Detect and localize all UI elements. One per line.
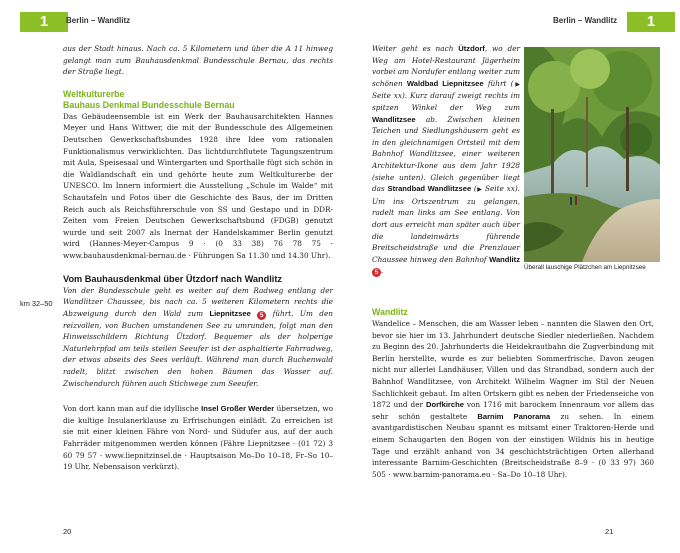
km-marker: km 32–50 bbox=[20, 299, 53, 308]
running-head-right: Berlin – Wandlitz bbox=[553, 16, 618, 25]
place-dorfkirche: Dorfkirche bbox=[425, 400, 464, 410]
heritage-title: Bauhaus Denkmal Bundesschule Bernau bbox=[63, 99, 235, 110]
wandlitz-paragraph: Wandelice – Menschen, die am Wasser leben – nannten die Slawen den Ort, bevor sie hier im 13. Jahrhundert deutsche Siedler niederließen. Nachdem zu Beginn des 20. Jahrhunderts die Heidekrautbahn die Zugverbindung mit Berlin herstellte, wurde es zur beliebten Sommerfrische. Davon zeugen nicht nur allerlei Landhäuser, Villen und das Strandbad, sondern auch der Bahnhof Wandlitzsee, von Architekt Wilhelm Wagner im Stil der Neuen Sachlichkeit gebaut. Im alten Ortskern gibt es neben der Friedenseiche von 1872 und der Dorfkirche von 1716 mit barockem Innenraum vor allem das sehr schön gestaltete Barnim Panorama zu sehen. In einem avantgardistischen Neubau spannt es mitsamt einer Traktoren-Herde und einem Schaugarten den Bogen von der einstigen Wildnis bis in heutige Tage und erzählt anhand von 34 geschichtsträchtigen Orten allerhand interessante Barnim-Geschichten (Breitscheidstraße 8–9 · (0 33 97) 360 505 · www.barnim-panorama.eu · Sa–Do 10–18 Uhr). bbox=[372, 319, 654, 479]
section-title: Vom Bauhausdenkmal über Ützdorf nach Wandlitz bbox=[63, 273, 282, 284]
left-page-column bbox=[63, 43, 333, 473]
heritage-paragraph: Das Gebäudeensemble ist ein Werk der Bauhausarchitekten Hannes Meyer und Hans Wittwer, die mit der Bundesschule des Allgemeinen Deutschen Gewerkschaftsbundes 1928 ihre Idee vom rationalen Funktionalismus verwirklichten. Das lichtdurchflutete Tagungszentrum mit Aula, Speisesaal und Wintergarten und Sporthalle fügt sich schön in die Waldlandschaft ein und gehörte heute zum Weltkulturerbe der UNESCO. Im Innern informiert die Ausstellung „Schule im Walde“ mit Schautafeln und Fotos über die Geschichte des Baus, der im Dritten Reich auch als Reichsführerschule von SS und Gestapo und in DDR-Zeiten vom Freien Deutschen Gewerkschaftsbund (FDGB) genutzt wurde und seit 2007 als Inernat der Handelskammer Berlin genutzt wird (Hannes-Meyer-Campus 9 · (0 33 38) 76 78 75 · www.bauhausdenkmal-bernau.de · Führungen Sa 11.30 und 14.30 Uhr). bbox=[63, 111, 333, 260]
chapter-number-box-right: 1 bbox=[627, 12, 675, 32]
page-number-right: 21 bbox=[605, 527, 614, 536]
route-paragraph: Von der Bundesschule geht es weiter auf dem Radweg entlang der Wandlitzer Chaussee, bis nach ca. 5 weiteren Kilometern rechts die Abzweigung durch den Wald zum Liepnitzsee 5 führt. Um den reizvollen, von Buchen umstandenen See zu umrunden, folgt man den Hinweisschildern Richtung Ützdorf. Bequemer als der holperige Naturlehrpfad am teils steilen Seeufer ist der asphaltierte Fahrradweg, der etwas abseits des Sees verläuft. Während man durch Buchenwald radelt, blitzt zwischen den hohen Bäumen das Wasser auf. Zwischendurch führen auch Stichwege zum Seeufer. bbox=[63, 285, 333, 388]
place-strandbad-wandlitzsee: Strandbad Wandlitzsee bbox=[387, 184, 472, 194]
place-insel-grosser-werder: Insel Großer Werder bbox=[201, 404, 275, 414]
arrow-right-icon: ▶ bbox=[476, 186, 483, 194]
place-liepnitzsee: Liepnitzsee bbox=[209, 308, 251, 318]
running-head-left: Berlin – Wandlitz bbox=[66, 16, 131, 25]
photo-caption: Überall lauschige Plätzchen am Liepnitzsee bbox=[524, 264, 646, 271]
page-number-left: 20 bbox=[63, 527, 72, 536]
place-barnim-panorama: Barnim Panorama bbox=[477, 411, 551, 421]
island-paragraph: Von dort kann man auf die idyllische Insel Großer Werder übersetzen, wo die kultige Insulanerklause zu Erfrischungen einlädt. Zu erreichen ist sie mit einer kleinen Fähre von Nord- und Südufer aus, auf der auch Fahrräder mitgenommen werden können (Fähre Liepnitzsee · (01 72) 3 60 79 57 · www.liepnitzinsel.de · Hauptsaison Mo–Do 10–18, Fr–So 10–19 Uhr, Nebensaison verkürzt). bbox=[63, 404, 333, 472]
heritage-label: Weltkulturerbe bbox=[63, 88, 125, 99]
right-page-narrow-column bbox=[372, 43, 520, 277]
place-waldbad-liepnitzsee: Waldbad Liepnitzsee bbox=[406, 78, 484, 88]
place-wandlitzsee: Wandlitzsee bbox=[372, 114, 416, 124]
lake-photo bbox=[524, 47, 660, 262]
wandlitz-heading: Wandlitz bbox=[372, 307, 408, 317]
intro-paragraph: aus der Stadt hinaus. Nach ca. 5 Kilometern und über die A 11 hinweg gelangt man zum Bauhausdenkmal Bundesschule Bernau, das rechts der Straße liegt. bbox=[63, 44, 333, 77]
route-number-badge: 5 bbox=[372, 268, 381, 277]
arrow-right-icon: ▶ bbox=[513, 80, 520, 88]
place-uetzdorf: Ützdorf bbox=[458, 44, 485, 53]
route-continuation-paragraph: Weiter geht es nach Ützdorf, wo der Weg am Hotel-Restaurant Jägerheim vorbei am Nordufer entlang weiter zum schönen Waldbad Liepnitzsee führt (▶ Seite xx). Kurz darauf zweigt rechts im spitzen Winkel der Weg zum Wandlitzsee ab. Zwischen kleinen Teichen und Siedlungshäusern geht es in den gleichnamigen Ortsteil mit dem Bahnhof Wandlitzsee, einer weiteren Architektur-Ikone aus dem Jahr 1928 (siehe unten). Gleich gegenüber liegt das Strandbad Wandlitzsee (▶ Seite xx). Um ins Ortszentrum zu gelangen, radelt man links am See entlang. Von dort aus erreicht man später auch über die landeinwärts führende Breitscheidstraße und die Prenzlauer Chaussee hinweg den Bahnhof Wandlitz 5 . bbox=[372, 44, 521, 277]
place-wandlitz: Wandlitz bbox=[489, 254, 520, 264]
right-page-full-column bbox=[372, 307, 654, 480]
chapter-number-box-left: 1 bbox=[20, 12, 68, 32]
route-number-badge: 5 bbox=[257, 311, 266, 320]
